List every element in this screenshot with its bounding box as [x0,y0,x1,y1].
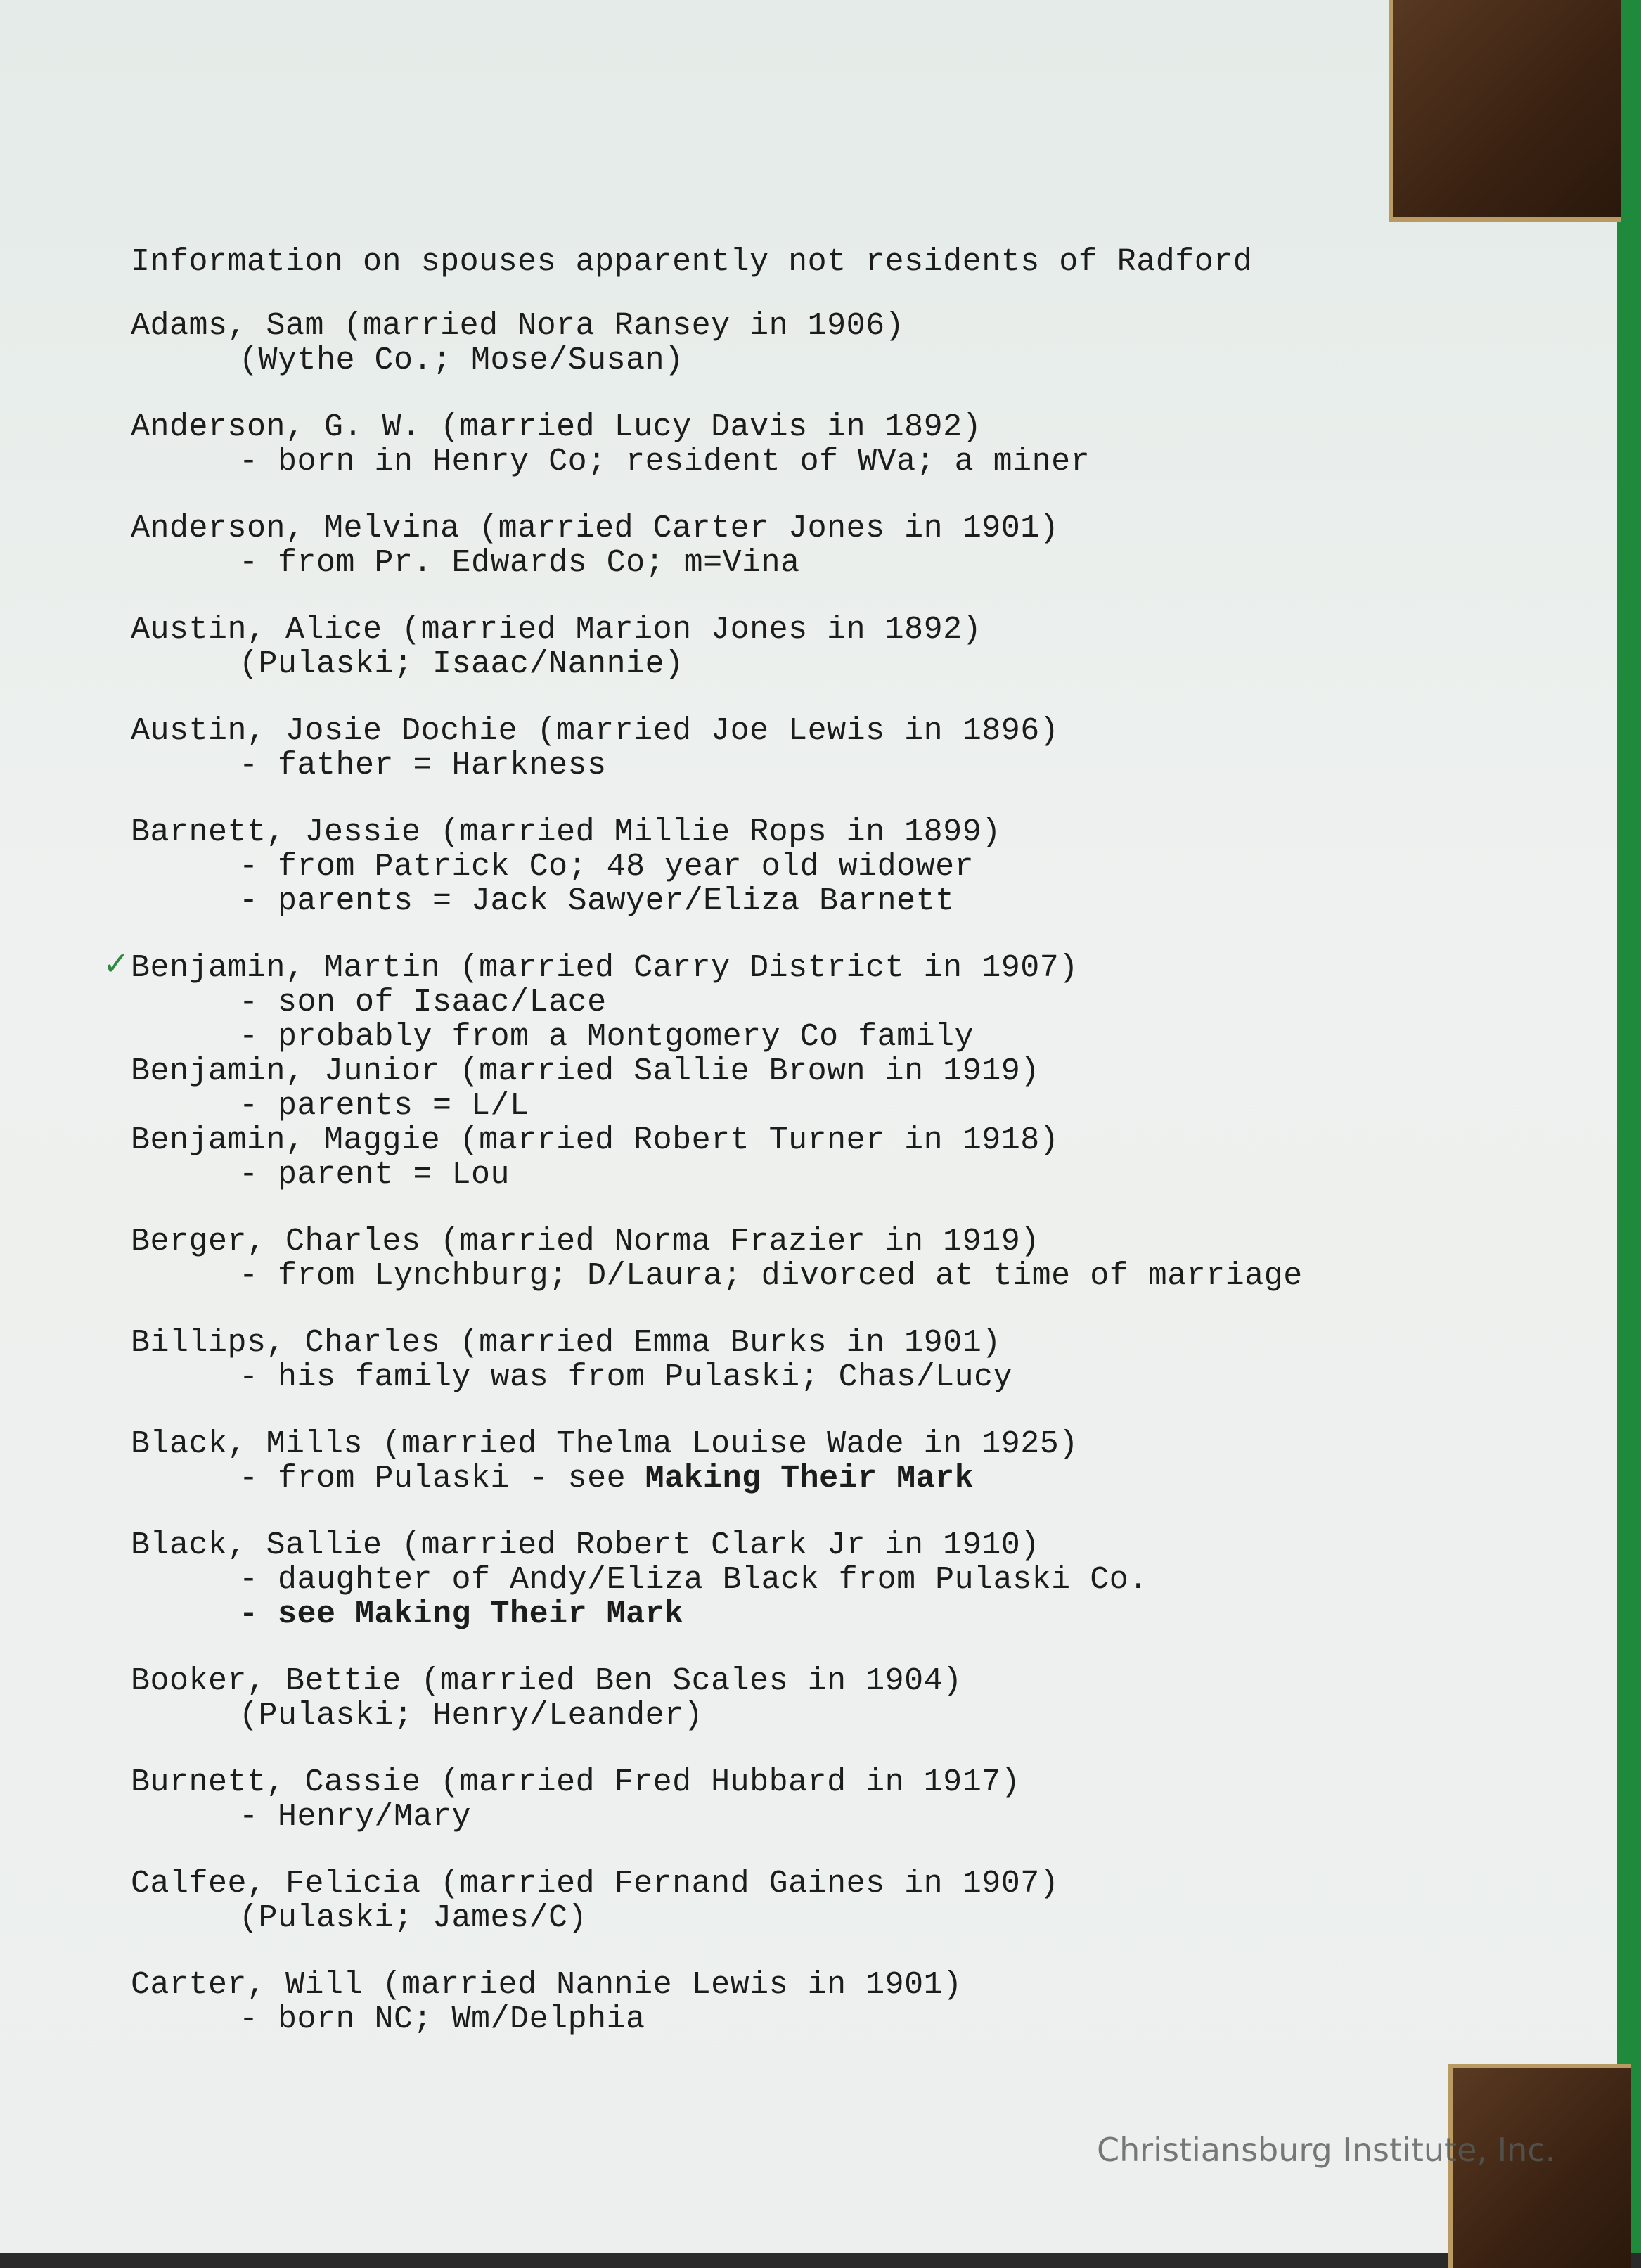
entry-heading: Barnett, Jessie (married Millie Rops in 1899) [131,814,1001,850]
entry-detail: - from Patrick Co; 48 year old widower [239,849,974,885]
entry-heading: Burnett, Cassie (married Fred Hubbard in 1917) [131,1764,1021,1800]
entry-heading: Austin, Alice (married Marion Jones in 1892) [131,612,982,648]
entry-carter-will [131,1968,1537,2037]
entry-detail: - probably from a Montgomery Co family [239,1019,974,1055]
entry-detail: (Pulaski; Henry/Leander) [239,1698,704,1734]
entry-benjamin-martin [103,944,1537,1055]
entry-detail: - from Lynchburg; D/Laura; divorced at time of marriage [239,1258,1303,1294]
entry-heading: Black, Sallie (married Robert Clark Jr in 1910) [131,1527,1040,1563]
entry-detail: - born NC; Wm/Delphia [239,2001,645,2037]
check-mark-icon: ✓ [103,944,131,982]
entry-detail: - father = Harkness [239,748,607,783]
entry-heading: Berger, Charles (married Norma Frazier in 1919) [131,1224,1040,1260]
green-background-edge [1617,0,1641,2253]
entry-benjamin-maggie [131,1123,1537,1192]
entry-black-sallie [131,1528,1537,1632]
entry-detail: - daughter of Andy/Eliza Black from Pulaski Co. [239,1562,1148,1598]
entry-heading: Booker, Bettie (married Ben Scales in 1904) [131,1663,963,1699]
entry-burnett-cassie [131,1765,1537,1834]
entry-adams-sam [131,309,1537,378]
entry-heading: Calfee, Felicia (married Fernand Gaines in 1907) [131,1866,1060,1902]
document-title: Information on spouses apparently not residents of Radford [131,244,1253,280]
entry-heading: Anderson, Melvina (married Carter Jones in 1901) [131,511,1060,546]
entry-anderson-gw [131,410,1537,479]
entry-berger-charles [131,1224,1537,1293]
photo-corner-tab-top [1389,0,1621,222]
entry-heading: Billips, Charles (married Emma Burks in 1901) [131,1325,1001,1361]
entry-heading: Benjamin, Junior (married Sallie Brown in 1919) [131,1053,1040,1089]
entry-heading: Benjamin, Martin (married Carry District in 1907) [131,950,1079,986]
entry-detail [131,1461,1537,1496]
entry-detail: (Pulaski; James/C) [239,1900,588,1936]
entry-detail-text: - from Pulaski - see [239,1461,645,1497]
watermark: Christiansburg Institute, Inc. [1097,2131,1556,2169]
entry-barnett-jessie [131,815,1537,918]
entry-detail: - Henry/Mary [239,1799,472,1835]
entry-detail: - his family was from Pulaski; Chas/Lucy [239,1359,1013,1395]
entry-detail: - born in Henry Co; resident of WVa; a miner [239,444,1090,480]
entry-detail: - parents = L/L [239,1088,529,1124]
entry-detail: - from Pr. Edwards Co; m=Vina [239,545,800,581]
entry-heading: Benjamin, Maggie (married Robert Turner in 1918) [131,1122,1060,1158]
entry-austin-alice [131,613,1537,681]
entry-anderson-melvina [131,511,1537,580]
entry-booker-bettie [131,1664,1537,1733]
entry-heading: Black, Mills (married Thelma Louise Wade in 1925) [131,1426,1079,1462]
entry-detail: (Wythe Co.; Mose/Susan) [239,342,684,378]
entry-black-mills [131,1427,1537,1496]
entry-detail: - son of Isaac/Lace [239,985,607,1020]
entry-heading: Anderson, G. W. (married Lucy Davis in 1892) [131,409,982,445]
entry-detail: - parent = Lou [239,1157,510,1193]
entry-billips-charles [131,1326,1537,1395]
entry-heading: Austin, Josie Dochie (married Joe Lewis in 1896) [131,713,1060,749]
entry-calfee-felicia [131,1866,1537,1935]
entry-heading: Carter, Will (married Nannie Lewis in 1901) [131,1967,963,2003]
book-title-reference: Making Their Mark [645,1461,974,1497]
entry-detail: (Pulaski; Isaac/Nannie) [239,646,684,682]
entry-austin-josie [131,714,1537,783]
document-body [103,244,1537,2069]
entry-heading: Adams, Sam (married Nora Ransey in 1906) [131,308,905,344]
entry-detail: - parents = Jack Sawyer/Eliza Barnett [239,883,955,919]
entry-detail-bold: - see Making Their Mark [239,1596,684,1632]
entry-benjamin-junior [131,1054,1537,1123]
